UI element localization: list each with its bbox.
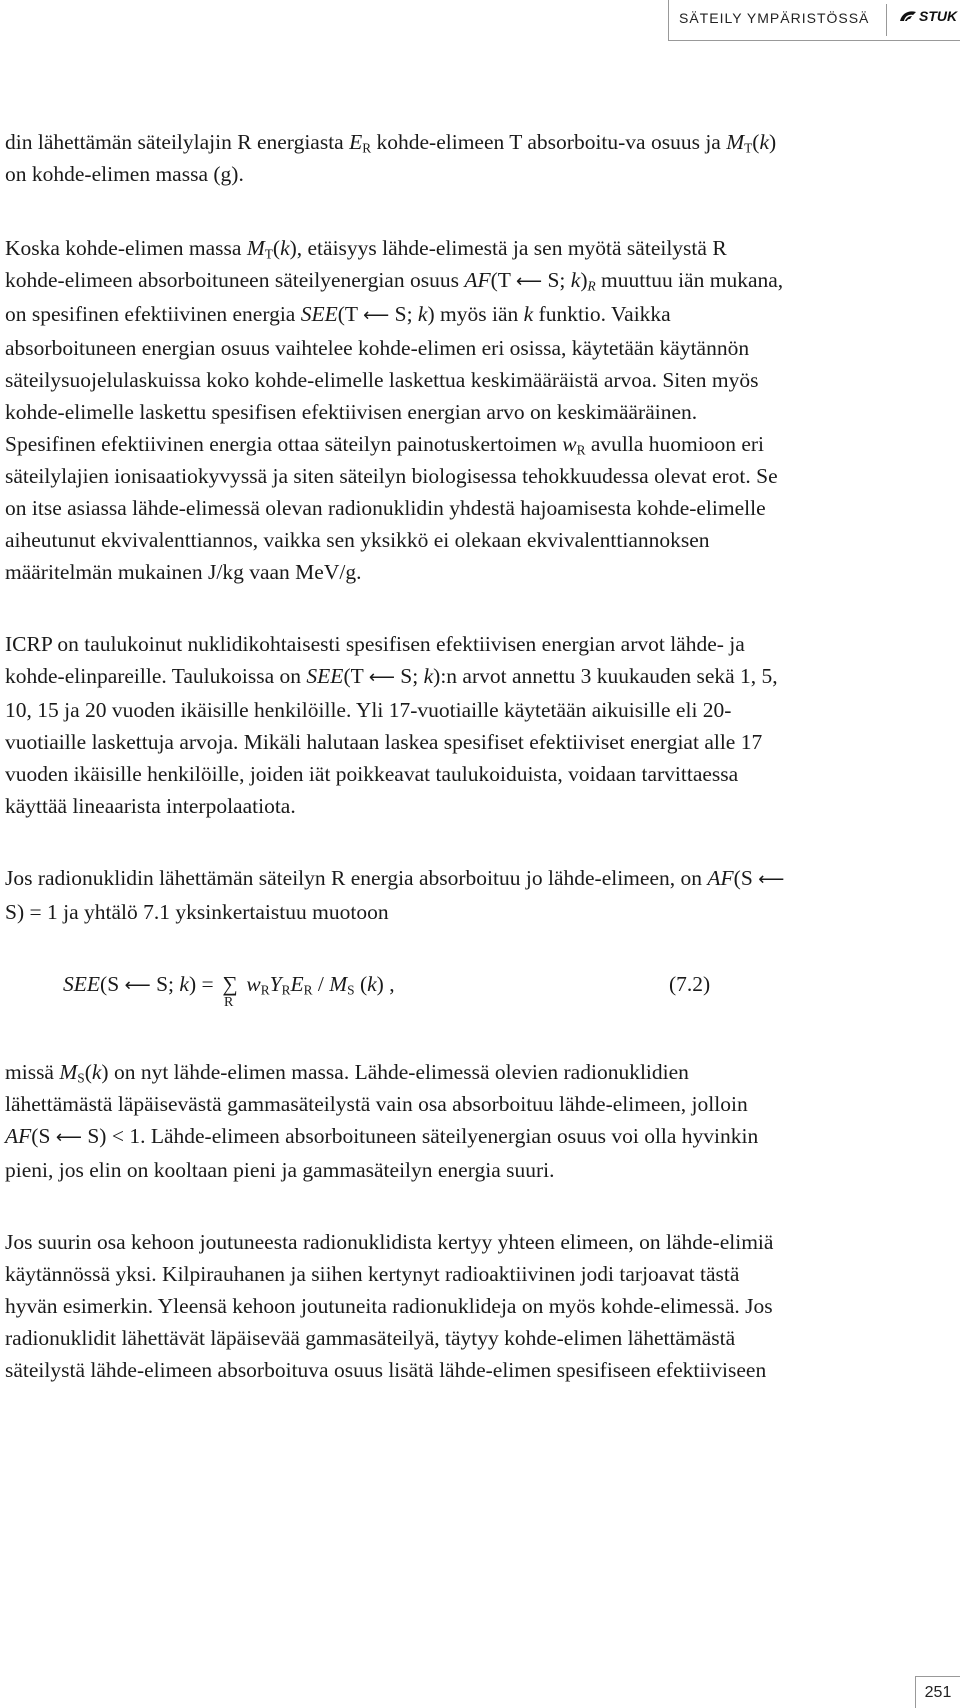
- paragraph-1: din lähettämän säteilylajin R energiasta $E_R$ kohde-elimeen T absorboitu-va osuus ja $M_T(k)$ on kohde-elimen massa (g).: [5, 130, 777, 186]
- left-arrow-symbol: ⟵: [55, 1127, 82, 1148]
- left-arrow-symbol: ⟵: [363, 305, 390, 326]
- header-divider: [886, 4, 887, 36]
- summation-symbol: ∑ R: [222, 972, 238, 1010]
- stuk-logo-icon: [899, 9, 917, 23]
- paragraph-5: missä $M_S(k)$ on nyt lähde-elimen massa. Lähde-elimessä olevien radionuklidien lähettämästä läpäisevästä gammasäteilystä vain osa absorboituu lähde-elimeen, jolloin AF(S ⟵ S) < 1. Lähde-elimeen absorboituneen säteilyenergian osuus voi olla hyvinkin pieni, jos elin on kooltaan pieni ja gammasäteilyn energia suuri.: [5, 1060, 759, 1182]
- paragraph-3: ICRP on taulukoinut nuklidikohtaisesti spesifisen efektiivisen energian arvot lähde- ja kohde-elinpareille. Taulukoissa on SEE(T ⟵ S; k):n arvot annettu 3 kuukauden sekä 1, 5, 10, 15 ja 20 vuoden ikäisille henkilöille. Yli 17-vuotiaille käytetään aikuisille eli 20-vuotiaille laskettuja arvoja. Mikäli halutaan laskea spesifiset efektiiviset energiat alle 17 vuoden ikäisille henkilöille, joiden iät poikkeavat taulukoiduista, voidaan tarvittaessa käyttää lineaarista interpolaatiota.: [5, 632, 778, 818]
- equation-body: SEE(S ⟵ S; k) = ∑ R $w_RY_RE_R / M_S$ (k) ,: [63, 968, 395, 1002]
- left-arrow-symbol: ⟵: [515, 271, 543, 292]
- equation-7-2: [5, 968, 790, 1032]
- paragraph-2: Koska kohde-elimen massa $M_T(k)$, etäisyys lähde-elimestä ja sen myötä säteilystä R kohde-elimeen absorboituneen säteilyenergian osuus AF(T ⟵ S; $k)_R$ muuttuu iän mukana, on spesifinen efektiivinen energia SEE(T ⟵ S; k) myös iän k funktio. Vaikka absorboituneen energian osuus vaihtelee kohde-elimen eri osissa, käytetään käytännön säteilysuojelulaskuissa koko kohde-elimelle laskettua keskimääräistä arvoa. Siten myös kohde-elimelle laskettu spesifisen efektiivisen energian arvo on keskimääräinen. Spesifinen efektiivinen energia ottaa säteilyn painotuskertoimen $w_R$ avulla huomioon eri säteilylajien ionisaatiokyvyssä ja siten säteilyn biologisessa tehokkuudessa olevat erot. Se on itse asiassa lähde-elimessä olevan radionuklidin yhdestä hajoamisesta kohde-elimelle aiheutunut ekvivalenttiannos, vaikka sen yksikkö ei olekaan ekvivalenttiannoksen määritelmän mukainen J/kg vaan MeV/g.: [5, 236, 784, 584]
- paragraph-6: Jos suurin osa kehoon joutuneesta radionuklidista kertyy yhteen elimeen, on lähde-elimiä käytännössä yksi. Kilpirauhanen ja siihen kertynyt radioaktiivinen jodi tarjoavat tästä hyvän esimerkin. Yleensä kehoon joutuneita radionuklideja on myös kohde-elimessä. Jos radionuklidit lähettävät läpäisevää gammasäteilyä, täytyy kohde-elimen lähettämästä säteilystä lähde-elimeen absorboituva osuus lisätä lähde-elimen spesifiseen efektiiviseen: [5, 1230, 774, 1382]
- section-title: SÄTEILY YMPÄRISTÖSSÄ: [679, 10, 870, 26]
- running-header: [668, 0, 960, 41]
- logo-text: STUK: [919, 8, 958, 24]
- left-arrow-symbol: ⟵: [368, 667, 395, 688]
- stuk-logo: [899, 8, 957, 24]
- left-arrow-symbol: ⟵: [124, 975, 151, 996]
- page-body: [5, 126, 790, 1426]
- equation-number: (7.2): [669, 972, 711, 996]
- paragraph-4: Jos radionuklidin lähettämän säteilyn R energia absorboituu jo lähde-elimeen, on AF(S ⟵ S) = 1 ja yhtälö 7.1 yksinkertaistuu muotoon: [5, 866, 785, 924]
- page-number: 251: [915, 1676, 960, 1708]
- left-arrow-symbol: ⟵: [758, 869, 785, 890]
